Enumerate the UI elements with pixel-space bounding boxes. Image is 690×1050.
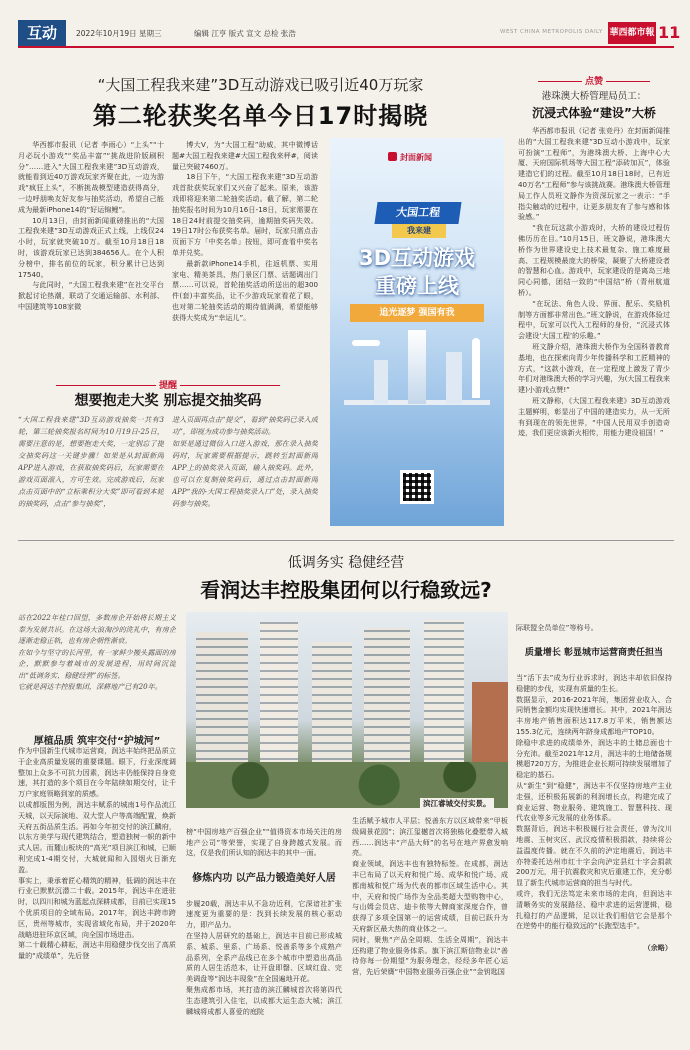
bottom-col-4 (516, 612, 672, 1040)
tower-1 (196, 632, 248, 782)
header-english: WEST CHINA METROPOLIS DAILY (500, 29, 603, 35)
newspaper-logo: 華西都市報 (608, 22, 656, 44)
poster-plane-icon (352, 340, 380, 346)
page-header (18, 20, 681, 48)
bottom-subhead-2: 修炼内功 以产品力锻造美好人居 (192, 872, 336, 884)
bottom-subhead-1: 厚植品质 筑牢交付“护城河” (33, 736, 161, 747)
header-editors: 编辑 江亨 版式 宣文 总检 张浩 (194, 29, 296, 38)
top-headline: 第二轮获奖名单今日17时揭晓 (92, 102, 429, 130)
bottom-col-4-a: 际联盟全员单位”等称号。 (516, 622, 598, 632)
bottom-col-1: 作为中国新生代城市运营商，润达丰始终把品质立于企业高质量发展的重要课题。眼下，行业深度调整加上众多不可抗力因素，润达丰仍能保持自身竞速，其打造的多个项目在今年陆续如期交付，让千万户家庭领略到家的质感。 以成都版图为例，润达丰赋系的城南1号作品流江天城，以天际演地、双大堂人户等高端配置，焕新天府五街品质生活。再如今年初交付的滨江麟府，以东方美学与现代建筑结合，塑造独树一帜的新中式人居。而麓山板块的“高光”项目滨江和城，已顺利完成1-4期交付，大城就闻和入园烟火日渐充盈。 事实上，秉承着匠心精筑的精神，低调的润达丰在行业已默默沉潜二十载。2015年，润达丰在进驻时，以四川和城为蓝起点深耕成都，目前已实现15个优质项目的全域布局。2017年，润达丰跨市跨区，贵州等城市，实现省域化布局，并于2020年战略进驻环京区域，向全国市场进击。 第二十载精心耕耘，润达丰用稳健步伐交出了高质量的“成绩单”，先后登 (18, 746, 176, 961)
poster-rocket-icon (472, 338, 480, 398)
section-divider (18, 540, 674, 541)
poster-buildings (344, 330, 490, 440)
tip-col-2: 进入页面再点击“提交”，看到“抽奖码已录入成功”，即视为成功参与抽奖活动。 如果是通过微信入口进入游戏，那在录入抽奖码时，玩家需要根据提示，跳转至封面新闻APP上的抽奖录入页面，输入抽奖码。此外，也可以在复制抽奖码后，通过点击封面新闻APP“我的-大国工程抽奖录入口”处，录入抽奖码参与抽奖。 (172, 415, 318, 508)
bottom-col-2-b: 步履20载，润达丰从不急功近利，它深谙社扩张速度更为重要的是：找到长续发展的核心驱动力，即产品力。 在坚持人居研究的基础上，润达丰目前已形成城系、城系、里系、广场系、悦善系等多个成熟产品系列，全系产品线已在多个城市中塑造出高品质的人居生活范本，让开盘即罄、区域红盘、完美调盘等“润达丰现象”在全国遍地开花。 聚焦成都市场，其打造的滨江麟城首次将第四代生态建筑引入住宅，以成都大运生态大城；滨江麟城将成都人喜爱的庭院 (186, 898, 342, 1016)
poster-badge: 大国工程 (374, 202, 461, 224)
continued-note: （余略） (643, 942, 672, 952)
poster-ribbon: 追光逐梦 强国有我 (350, 304, 484, 322)
top-col-1: 华西都市报讯（记者 李雨心）“上头”“十月必玩小游戏”“奖品丰富”“挑战进阶版刷积分”……进入“大国工程我来建”3D互动游戏，就能看到近40万游戏玩家齐聚在此，一边为游戏“疯狂上头”，不断挑战模型建造获得高分，一边呼朋唤友好友参与抽奖活动，希望自己能成为最新iPhone14的“好运锦鲤”。 10月13日，由封面新闻重磅推出的“大国工程我来建”3D互动游戏正式上线，上线仅24小时，玩家就突破10万。截至10月18日18时，该游戏玩家已达到384656人。在个人积分榜中，排名前位的玩家，积分累计已达到17540。 与此同时，“大国工程我来建”在社交平台掀起讨论热潮，联动了交通运输部、水利部、中国建筑等108家微 (18, 140, 164, 311)
poster-title-2: 重磅上线 (375, 274, 459, 298)
side-kicker: 港珠澳大桥管理局员工： (541, 91, 647, 102)
bottom-subhead-3: 质量增长 彰显城市运营商责任担当 (524, 648, 664, 659)
bottom-col-2 (186, 816, 342, 1040)
side-body: 华西都市报讯（记者 张竞丹）在封面新闻推出的“大国工程我来建”3D互动小游戏中，玩家可扮演“工程师”，为港珠澳大桥、上海中心大厦、天府国际机场等大国工程“添砖加瓦”，体验建造它们的过程。截至10月18日18时，已有近40万名“工程师”参与该挑战赛。港珠澳大桥管理局工作人员班文静作为资深玩家之一表示：“手指尖触动的过程中，让更多朋友有了参与感和体验感。” “我在玩这款小游戏时，大桥的建设过程仿佛历历在目。”10月15日，班文静说，港珠澳大桥作为世界建设史上技术最复杂、施工难度最高、工程规模最庞大的桥梁，凝聚了大桥建设者的智慧和心血。游戏中，玩家建设的是离岛三地同心同德，团结一致的“中国结”桥（青州航道桥）。 “在玩法、角色人设、界面、配乐、奖励机制等方面都非常出色。”班文静说，在游戏体验过程中，玩家可以代入工程师的身份，“沉浸式体会建设‘大国工程’的乐趣。” 班文静介绍，港珠澳大桥作为全国科普教育基地，也在探索向青少年传播科学和工匠精神的方式，“这款小游戏，在一定程度上激发了青少年们对港珠澳大桥的学习兴趣，为(大国工程我来建)小游戏点赞!” 班文静称，《大国工程我来建》3D互动游戏主题鲜明，彰显出了中国的建造实力，从一无所有到现在的领先世界，“中国人民用双手创造奇迹，我们更应该新火相传，用能力建设祖国！” (518, 126, 670, 438)
poster-tower2-icon (374, 360, 388, 404)
poster-title-1: 3D互动游戏 (358, 246, 476, 270)
poster-tower3-icon (446, 352, 462, 404)
tower-3 (312, 642, 352, 782)
tower-4 (364, 628, 410, 782)
top-col-2: 博大V，为“大国工程”助威，其中微博话题#大国工程我来建#大国工程我来秤#，阅读量已突破7460万。 18日下午，“大国工程我来建”3D互动游戏首批获奖玩家们又兴奋了起来。原来，该游戏即将迎来第二轮抽奖活动。截了解，第二轮抽奖报名时间为10月16日-18日，玩家需要在18日24时前提交抽奖码，逾期抽奖码失效。19日17时公布获奖名单。届时，玩家只需点击页面下方「中奖名单」按钮，即可查看中奖名单并兑奖。 最新款iPhone14手机，往返机票、实用家电、精美茶具、热门景区门票、话题调出门票……可以说，首轮抽奖活动所送出的超300件(套)丰富奖品，让不少游戏玩家看花了眼，也对第二轮抽奖活动的期待值满满，希望能够获得大奖成为“幸运儿”。 (172, 140, 318, 322)
tip-headline: 想要抱走大奖 别忘提交抽奖码 (74, 393, 262, 409)
poster-tower-icon (408, 330, 426, 404)
bottom-col-2-a: 榜“中国房地产百强企业”“值得资本市场关注的房地产公司”等荣誉，实现了自身跨越式发展。而这，仅是我们所认知的润达丰的其中一面。 (186, 826, 342, 858)
tip-label: 提醒 (18, 378, 318, 391)
photo-caption: 滨江睿城交付实景。 (420, 798, 494, 809)
poster-qrcode-icon (400, 470, 434, 504)
tower-5 (424, 620, 464, 782)
side-headline: 沉浸式体验“建设”大桥 (532, 106, 656, 120)
tower-2 (260, 622, 298, 782)
bottom-lead: 站在2022年桂口回望，多数房企开始将长期主义奉为发展共识。在这场大浪淘沙的洗礼中，有房企逐渐走稳正轨，也有房企朝性渐衰。 在如今与坚守的长河里，有一家鲜少搬头露面的房企，默默参与着城市的发展进程，用时间沉淀出“低调务实、稳健经营”的标签。 它就是润达丰控股集团，深耕地产已有20年。 (18, 613, 176, 691)
poster-badge-sub: 我来建 (392, 224, 446, 238)
section-tag: 互动 (18, 20, 66, 46)
bottom-headline: 看润达丰控股集团何以行稳致远? (200, 578, 492, 602)
bottom-col-3: 生活赋予城市人平层；悦善东方以区域带来“甲板级阔景花园”；滨江玺樾首次将独栋化叠墅带入城西……润达丰“产品大师”的名号在地产界愈发响亮。 商业领域，润达丰也有独特标签。在成都，润达丰已布局了以天府和悦广场、成华和悦广场、成都南城和悦广场为代表的都市区域生活中心。其中，天府和悦广场作为全品类超大型购物中心，与山姆会员店、迪卡侬等大牌商家深度合作，曾获得了多项全国第一的运营成绩，目前已跃升为天府新区最大热的商业体之一。 同时，聚焦“产品全周期、生活全周期”，润达丰还构建了物业服务体系。旗下滨江斯信物业以“善待你每一份期望”为服务理念，经经多年匠心运营，先后荣膺“中国物业服务百强企业”“金钥匙国 (352, 816, 508, 977)
bottom-kicker: 低调务实 稳健经营 (287, 555, 405, 571)
game-poster (330, 138, 504, 526)
bottom-col-4-b: 当“活下去”成为行业诉求时，润达丰却依旧保持稳健的步伐，实现有质量的生长。 数据显示，2016-2021年间，集团营业收入、合同销售金额均实现快速增长。其中，2021年润达丰房地产销售面积达117.8万平米，销售额达155.3亿元，连续两年跻身成都地产TOP10。 除稳中求进的成绩单外，润达丰的土储总面也十分充沛。截至2021年12月，润达丰的土地储备规模超720万方，为推进企业长期可持续发展增加了稳定的基石。 从“新生”到“稳健”，润达丰不仅坚持房地产主业走强，还积极拓展新的利润增长点，构建完成了商业运营、物业服务、建筑施工、智慧科技、现代农业等多元发展的业务体系。 数据背后，润达丰积极履行社会责任，曾为汶川地震、玉树灾区、武汉疫情积极捐款，持续将公益温度传播。就在不久前的泸定地震后，润达丰亦特委托达州市红十字会向泸定县红十字会捐款200万元，用于抗震救灾和灾后重建工作，充分彰显了新生代城市运营商的担当与时代。 或许，我们无法笃定未来市场的走向，但润达丰清晰务实的发展路径、稳中求进的运营逻辑，稳扎稳打的产品逻辑，足以让我们相信它会是那个在逆势中的能行稳致远的“长跑型选手”。 (516, 672, 672, 931)
poster-logo: 封面新闻 (388, 152, 432, 163)
header-date: 2022年10月19日 星期三 (76, 29, 162, 38)
page-number: 11 (658, 23, 681, 42)
top-kicker: “大国工程我来建”3D互动游戏已吸引近40万玩家 (97, 76, 424, 94)
tip-col-1: “大国工程我来建”3D互动游戏抽奖一共有3轮，第三轮抽奖报名时间为10月19日-25日，需要注意的是，想要抱走大奖，一定别忘了提交抽奖码这一关键步骤！如果是从封面新闻APP进入游戏，在获取抽奖码后，玩家需要在游戏页面滚入，方可生效。完成游戏后，玩家点击页面中的“立标乘积分大奖”即可看到本轮的抽奖码，点击“参与抽奖”， (18, 415, 164, 508)
building-photo (186, 612, 508, 808)
poster-logo-icon (388, 152, 397, 161)
side-label: 点赞 (516, 74, 672, 87)
